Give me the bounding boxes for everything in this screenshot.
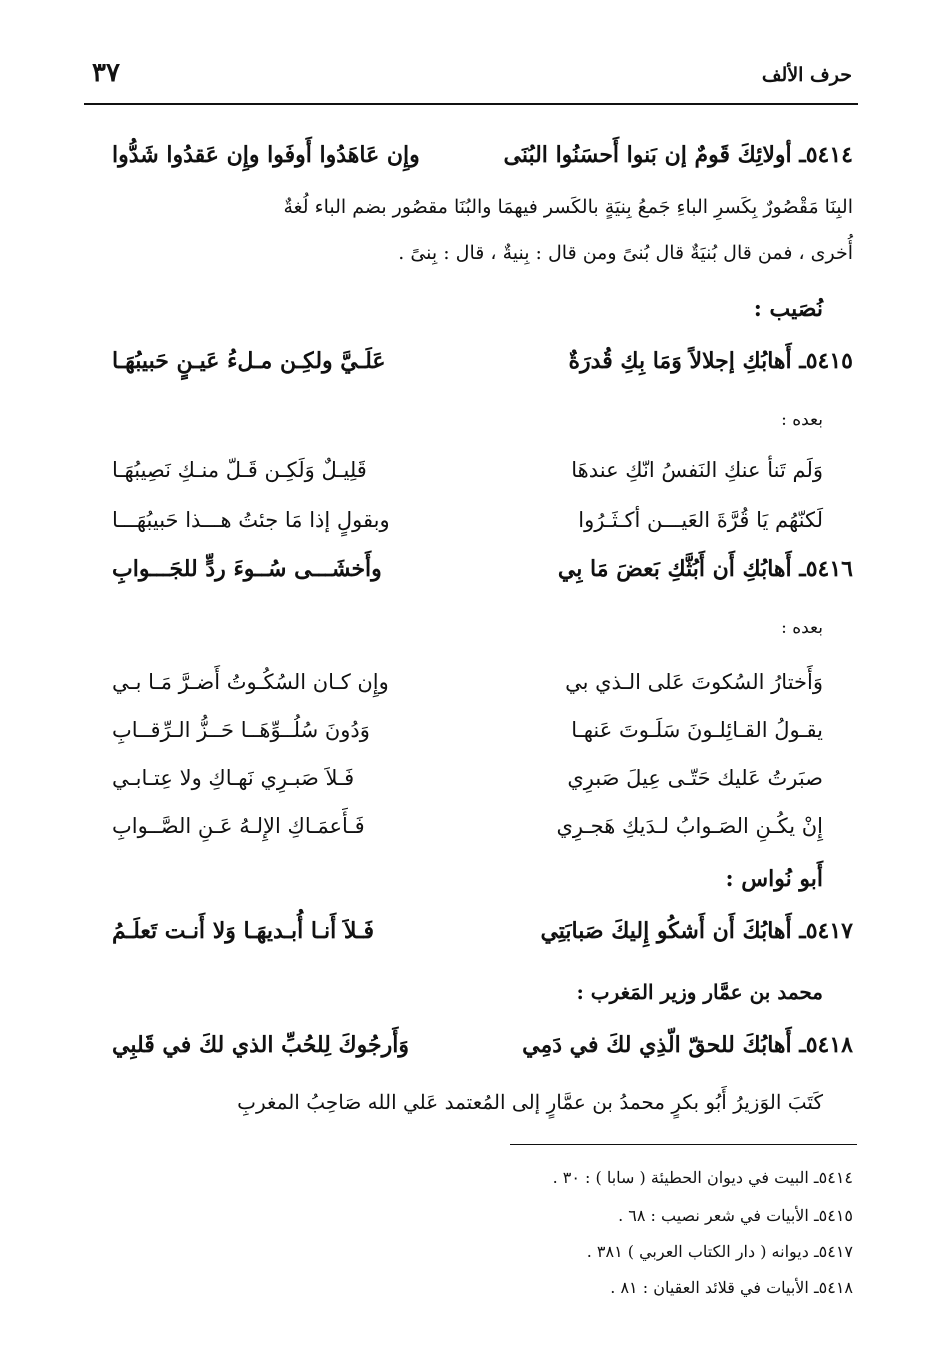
poem-line-5-hemistich-1: صبَرتُ عَليك حَتّـى عِيلَ صَبرِي — [567, 766, 823, 790]
verse-5416-hemistich-2: وأَخشَـــى سُــوءَ ردٍّ للجَـــوابِ — [112, 556, 382, 582]
poem-line-4-hemistich-2: وَدُونَ سُلُــوِّهَــا حَــزُّ الـرِّقــابِ — [112, 718, 370, 742]
poem-line-3-hemistich-2: وإِن كـان السُكُـوتُ أَضـرَّ مَـا بـي — [112, 670, 389, 694]
page-number: ٣٧ — [92, 58, 120, 88]
poet-attribution-nusayb: نُصَيب : — [753, 296, 823, 322]
footnote-5415: ٥٤١٥ـ الأبيات في شعر نصيب : ٦٨ . — [618, 1206, 853, 1225]
verse-5414-hemistich-1: ٥٤١٤ـ أولائِكَ قَومٌ إن بَنوا أَحسَنُوا البُنَى — [503, 142, 853, 168]
poem-line-2-hemistich-2: وبقولٍ إذا مَا جئتُ هـــذا حَبيبُهَـــا — [112, 508, 390, 532]
footnote-5414: ٥٤١٤ـ البيت في ديوان الحطيئة ( سابا ) : ٣٠ . — [552, 1168, 853, 1187]
verse-5418-hemistich-2: وَأَرجُوكَ لِلحُبِّ الذي لكَ في قَلبِي — [112, 1032, 409, 1058]
poem-line-4-hemistich-1: يقـولُ القـائِلـونَ سَلَـوتَ عَنهـا — [571, 718, 823, 742]
header-divider — [84, 103, 858, 105]
verse-5414-hemistich-2: وإِن عَاهَدُوا أَوفَوا وإِن عَقدُوا شَدُّوا — [112, 142, 420, 168]
verse-5416-hemistich-1: ٥٤١٦ـ أَهابُكِ أَن أَبُثَّكِ بَعضَ مَا بِي — [557, 556, 853, 582]
verse-5415-hemistich-2: عَلَـيَّ ولكِـن مـلءُ عَيـنٍ حَبيبُهَـا — [112, 348, 386, 374]
footnote-divider — [510, 1144, 857, 1145]
poem-line-2-hemistich-1: لَكنّهُم يَا قُرَّةَ العَيـــن أكـثَـرُوا — [578, 508, 823, 532]
poem-line-3-hemistich-1: وَأَختارُ السُكوتَ عَلى الـذي بي — [565, 670, 823, 694]
chapter-header: حرف الألف — [761, 64, 852, 86]
poem-line-6-hemistich-2: فَـأَعمَـاكِ الإِلـهُ عَـنِ الصَّــوابِ — [112, 814, 365, 838]
verse-5418-hemistich-1: ٥٤١٨ـ أَهابُكَ للحقّ الّذِي لكَ في دَمِي — [522, 1032, 853, 1058]
poem-line-1-hemistich-2: قَلِيـلٌ وَلَكِـن قَـلّ منـكِ نَصِيبُهَـا — [112, 458, 367, 482]
verse-5417-hemistich-2: فَـلاَ أَنـا أُبـديهَـا وَلا أَنـت تَعلَـمُ — [112, 918, 374, 944]
closing-prose-line: كَتَبَ الوَزيرُ أَبُو بكرٍ محمدُ بن عمَّارٍ إلى المُعتمد عَلي الله صَاحِبُ المغربِ — [237, 1090, 823, 1114]
poem-line-5-hemistich-2: فَـلاَ صَبـرِي نَهـاكِ ولا عِتـابـي — [112, 766, 355, 790]
poet-attribution-abu-nuwas: أَبو نُواس : — [725, 866, 823, 892]
commentary-line-2: أُخرى ، فمن قال بُنيَةٌ قال بُنىً ومن قال : بِنيةٌ ، قال : بِنىً . — [398, 242, 853, 264]
commentary-line-1: البِنَا مَقْصُورٌ بِكَسرِ الباءِ جَمعُ بِنيَةٍ بالكَسر فيهمَا والبُنَا مقصُور بضم الباء لُغةٌ — [283, 196, 853, 218]
after-it-label-1: بعده : — [781, 410, 823, 430]
poet-attribution-ibn-ammar: محمد بن عمَّار وزير المَغرب : — [576, 980, 823, 1004]
after-it-label-2: بعده : — [781, 618, 823, 638]
footnote-5417: ٥٤١٧ـ ديوانه ( دار الكتاب العربي ) ٣٨١ . — [586, 1242, 853, 1261]
footnote-5418: ٥٤١٨ـ الأبيات في قلائد العقيان : ٨١ . — [610, 1278, 853, 1297]
verse-5417-hemistich-1: ٥٤١٧ـ أَهابُكَ أَن أَشكُو إِليكَ صَبابَتِي — [540, 918, 853, 944]
poem-line-1-hemistich-1: وَلَم تَنأ عنكِ النَفسُ انّكِ عندهَا — [571, 458, 823, 482]
poem-line-6-hemistich-1: إِنْ يكُـنِ الصَـوابُ لـدَيكِ هَجـرِي — [556, 814, 823, 838]
verse-5415-hemistich-1: ٥٤١٥ـ أَهابُكِ إجلالاً وَمَا بِكِ قُدرَةٌ — [568, 348, 853, 374]
